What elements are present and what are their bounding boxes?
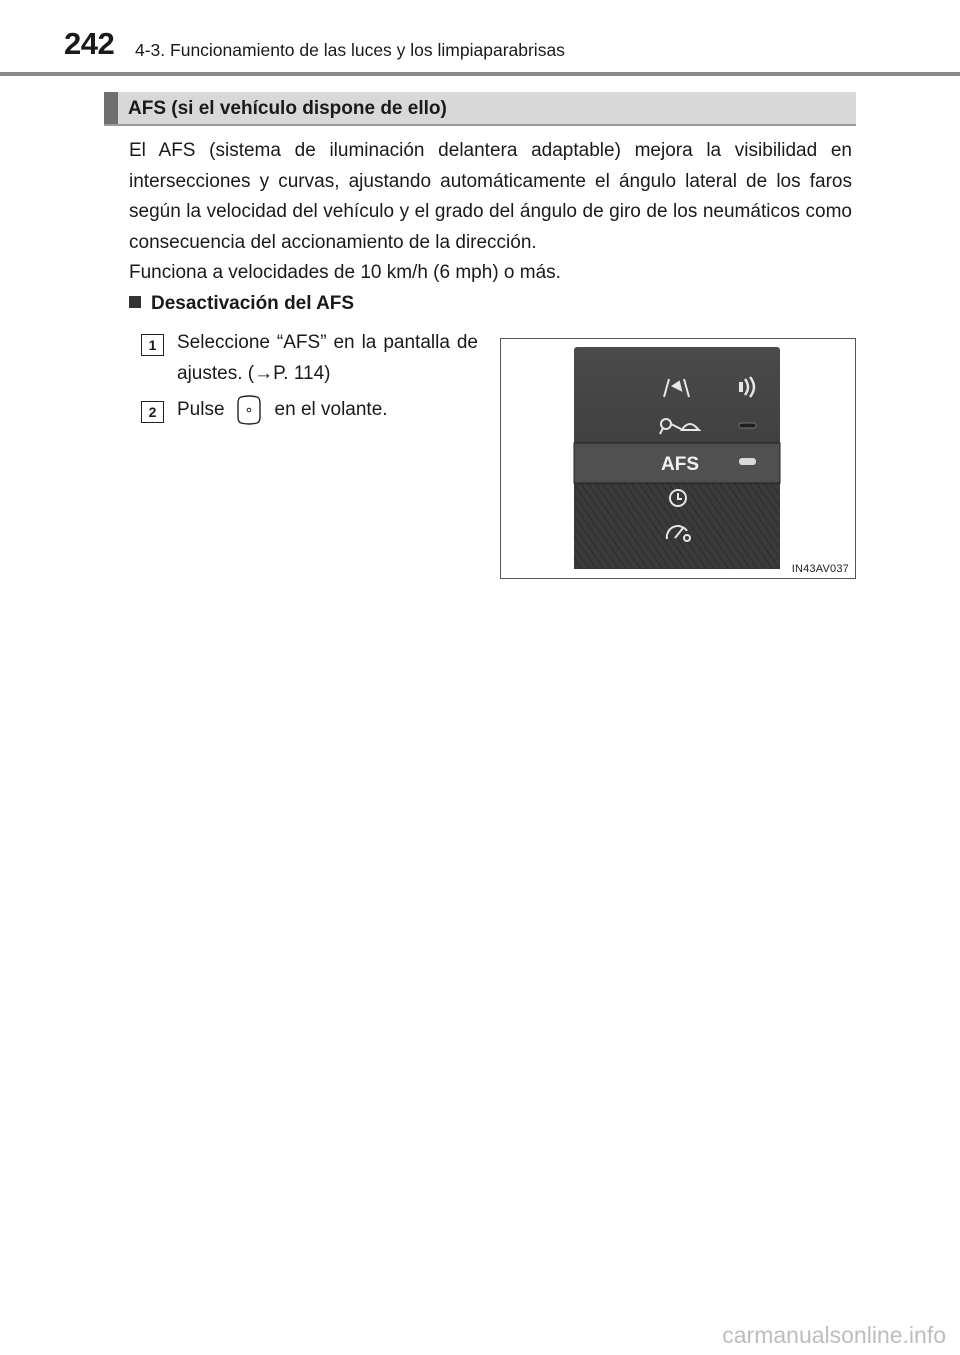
subsection-title: Desactivación del AFS <box>151 293 355 314</box>
instrument-display-illustration <box>501 339 854 577</box>
step-text-1: Seleccione “AFS” en la pantalla de ajustes. (→P. 114) <box>177 332 478 384</box>
indicator-on <box>739 458 756 465</box>
running-header: 4-3. Funcionamiento de las luces y los limpiaparabrisas <box>135 40 565 60</box>
figure-caption: IN43AV037 <box>791 563 849 575</box>
step-2-text-before: Pulse <box>177 399 225 420</box>
step-number-1: 1 <box>141 334 164 356</box>
indicator-off <box>739 423 756 428</box>
step-number-2: 2 <box>141 401 164 423</box>
watermark: carmanualsonline.info <box>722 1322 946 1348</box>
section-header <box>104 92 856 126</box>
section-accent <box>104 92 118 124</box>
figure-frame <box>500 338 856 579</box>
subsection-heading <box>129 293 354 315</box>
step-2-text-after: en el volante. <box>274 399 388 420</box>
section-title: AFS (si el vehículo dispone de ello) <box>128 98 447 119</box>
steering-wheel-ok-button-icon <box>237 395 261 425</box>
header-rule <box>0 72 960 76</box>
square-bullet-icon <box>129 296 141 308</box>
paragraph-intro: El AFS (sistema de iluminación delantera adaptable) mejora la visibilidad en intersecciones y curvas, ajustando automáticamente el ángulo lateral de los faros según la velocidad del vehículo y el grado del ángulo de giro de los neumáticos como consecuencia del accionamiento de la dirección. <box>129 140 852 253</box>
paragraph-speed: Funciona a velocidades de 10 km/h (6 mph) o más. <box>129 262 561 283</box>
afs-menu-label: AFS <box>661 454 699 475</box>
page-number: 242 <box>64 26 115 61</box>
step-text-2 <box>177 395 478 426</box>
